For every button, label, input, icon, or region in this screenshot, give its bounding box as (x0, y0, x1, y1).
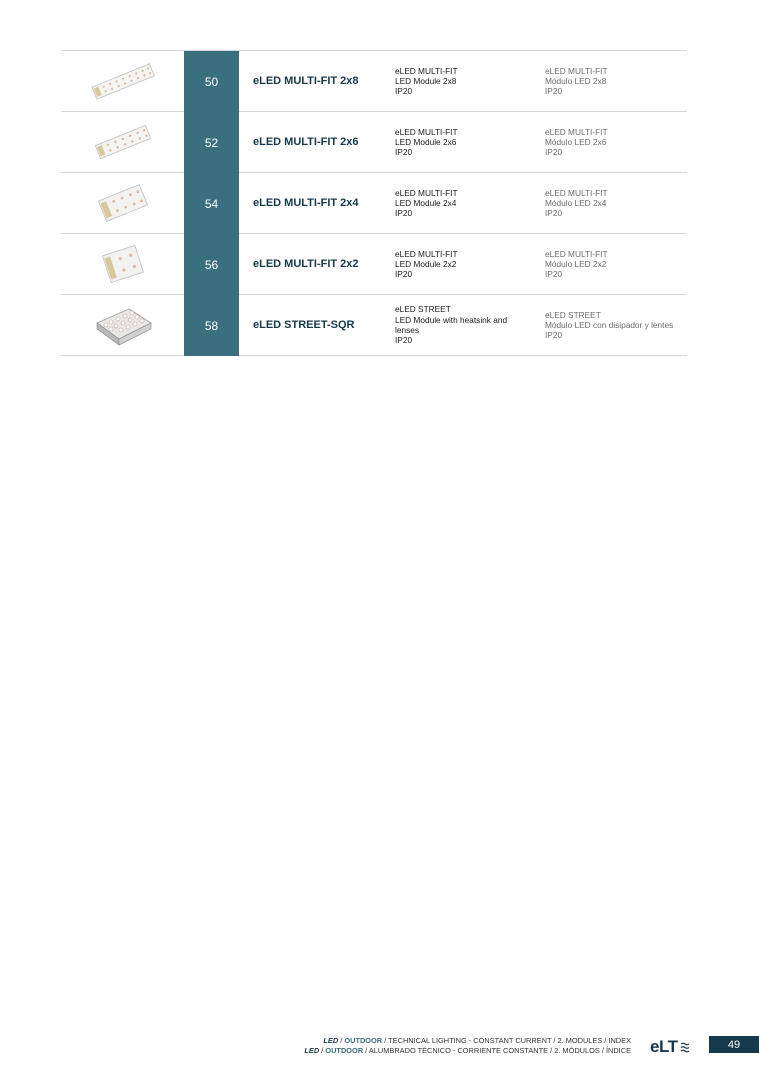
svg-text:eLT: eLT (650, 1037, 678, 1055)
module-name[interactable]: eLED MULTI-FIT 2x4 (253, 197, 359, 209)
footer-separator: / (338, 1036, 345, 1045)
table-row (61, 173, 687, 234)
description-spanish-text: eLED MULTI-FIT Módulo LED 2x4 IP20 (545, 187, 608, 219)
description-english (395, 295, 525, 355)
footer-separator: / (319, 1046, 326, 1055)
footer-category: OUTDOOR (325, 1046, 364, 1055)
description-spanish (545, 173, 685, 233)
description-spanish (545, 234, 685, 294)
module-name[interactable]: eLED MULTI-FIT 2x6 (253, 136, 359, 148)
table-row (61, 295, 687, 356)
page-footer (0, 1034, 759, 1058)
module-name[interactable]: eLED MULTI-FIT 2x2 (253, 258, 359, 270)
description-spanish (545, 295, 685, 355)
description-english (395, 112, 525, 172)
footer-breadcrumb-english (304, 1036, 631, 1046)
page-number-cell[interactable]: 54 (184, 173, 239, 234)
page-number-cell[interactable]: 50 (184, 51, 239, 112)
elt-logo (650, 1037, 690, 1055)
module-thumbnail-2x6 (61, 112, 184, 172)
module-thumbnail-2x8 (61, 51, 184, 111)
description-spanish-text: eLED MULTI-FIT Módulo LED 2x2 IP20 (545, 248, 608, 280)
description-english-text: eLED MULTI-FIT LED Module 2x6 IP20 (395, 126, 458, 158)
footer-brand: LED (323, 1036, 339, 1045)
footer-brand: LED (304, 1046, 320, 1055)
description-english-text: eLED MULTI-FIT LED Module 2x2 IP20 (395, 248, 458, 280)
description-english-text: eLED MULTI-FIT LED Module 2x8 IP20 (395, 65, 458, 97)
footer-path: / ALUMBRADO TÉCNICO - CORRIENTE CONSTANTE / 2. MÓDULOS / ÍNDICE (363, 1046, 631, 1055)
module-thumbnail-street-sqr (61, 295, 184, 355)
page-number-badge: 49 (709, 1036, 759, 1053)
footer-category: OUTDOOR (344, 1036, 383, 1045)
table-row (61, 112, 687, 173)
description-spanish (545, 112, 685, 172)
page-number-cell[interactable]: 52 (184, 112, 239, 173)
description-english-text: eLED MULTI-FIT LED Module 2x4 IP20 (395, 187, 458, 219)
footer-path: / TECHNICAL LIGHTING - CONSTANT CURRENT / 2. MODULES / INDEX (382, 1036, 631, 1045)
module-index-table (61, 50, 687, 356)
description-english (395, 173, 525, 233)
module-thumbnail-2x4 (61, 173, 184, 233)
description-spanish-text: eLED STREET Módulo LED con disipador y lentes IP20 (545, 309, 674, 341)
module-thumbnail-2x2 (61, 234, 184, 294)
module-name[interactable]: eLED MULTI-FIT 2x8 (253, 75, 359, 87)
description-spanish-text: eLED MULTI-FIT Módulo LED 2x8 IP20 (545, 65, 608, 97)
description-spanish (545, 51, 685, 111)
table-row (61, 234, 687, 295)
footer-breadcrumb (304, 1036, 631, 1056)
description-english (395, 234, 525, 294)
footer-breadcrumb-spanish (304, 1046, 631, 1056)
page-number-cell[interactable]: 58 (184, 295, 239, 356)
description-english-text: eLED STREET LED Module with heatsink and lenses IP20 (395, 304, 508, 346)
page-number-cell[interactable]: 56 (184, 234, 239, 295)
module-name[interactable]: eLED STREET-SQR (253, 319, 355, 331)
description-english (395, 51, 525, 111)
description-spanish-text: eLED MULTI-FIT Módulo LED 2x6 IP20 (545, 126, 608, 158)
table-row (61, 51, 687, 112)
